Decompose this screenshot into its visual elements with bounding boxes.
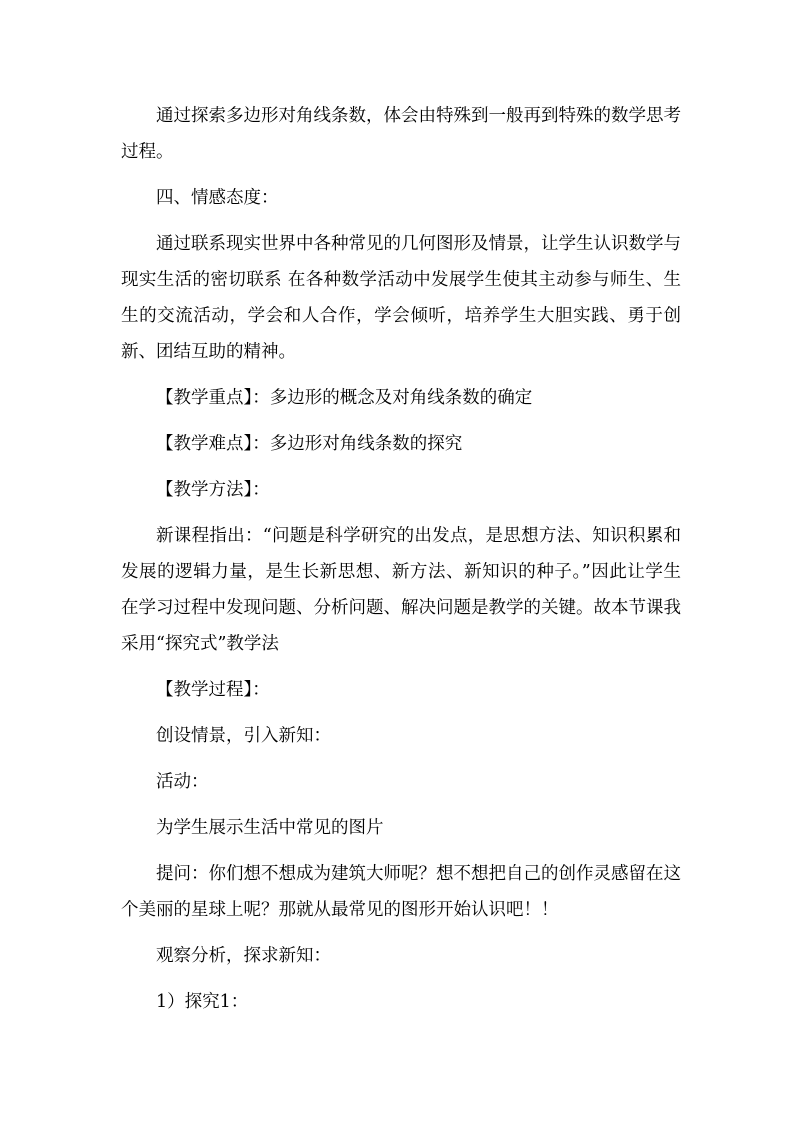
paragraph-explore-diagonals: 通过探索多边形对角线条数，体会由特殊到一般再到特殊的数学思考过程。 [121, 106, 681, 162]
paragraph-show-pictures: 为学生展示生活中常见的图片 [156, 818, 384, 838]
paragraph-emotion-goals: 通过联系现实世界中各种常见的几何图形及情景，让学生认识数学与现实生活的密切联系 在各种数学活动中发展学生使其主动参与师生、生生的交流活动，学会和人合作，学会倾听，培养学生大胆实践、勇于创新、团结互助的精神。 [121, 234, 681, 362]
paragraph-new-curriculum: 新课程指出：“问题是科学研究的出发点，是思想方法、知识积累和发展的逻辑力量，是生长新思想、新方法、新知识的种子。”因此让学生在学习过程中发现问题、分析问题、解决问题是教学的关键。故本节课我采用“探究式”教学法 [121, 526, 681, 654]
paragraph-create-scenario: 创设情景，引入新知： [156, 726, 331, 746]
paragraph-question: 提问：你们想不想成为建筑大师呢？想不想把自己的创作灵感留在这个美丽的星球上呢？那就从最常见的图形开始认识吧！！ [121, 864, 681, 920]
paragraph-explore-1: 1）探究1： [156, 992, 249, 1012]
teaching-difficulty: 【教学难点】：多边形对角线条数的探究 [156, 434, 463, 454]
document-body [121, 98, 681, 1030]
teaching-process-heading: 【教学过程】： [156, 680, 270, 700]
paragraph-observe-analyze: 观察分析，探求新知： [156, 946, 331, 966]
teaching-key-point: 【教学重点】：多边形的概念及对角线条数的确定 [156, 388, 533, 408]
heading-emotion-attitude: 四、情感态度： [156, 188, 279, 208]
teaching-method-heading: 【教学方法】： [156, 480, 270, 500]
paragraph-activity: 活动： [156, 772, 209, 792]
